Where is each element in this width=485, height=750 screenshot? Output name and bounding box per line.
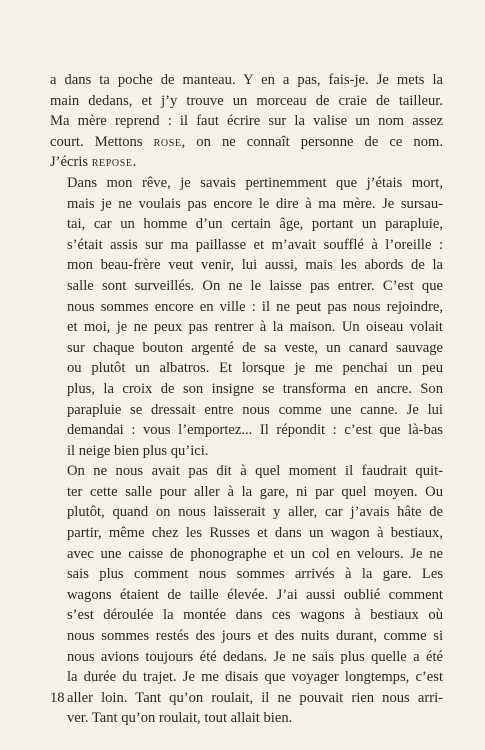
text-line: a dans ta poche de manteau. Y en a pas, fais-je. Je mets la (50, 72, 443, 88)
text-line: J’écris repose. (50, 154, 137, 171)
text-line: il neige bien plus qu’ici. (67, 442, 209, 459)
text-line: s’était assis sur ma paillasse et m’avait soufflé à l’oreille : (67, 236, 443, 253)
text-line: sur chaque bouton argenté de sa veste, un canard sauvage (67, 339, 443, 356)
text-line: nous avions toujours été dedans. Je ne sais plus quelle a été (67, 648, 443, 665)
text-line: nous sommes encore en ville : il ne peut pas nous rejoindre, (67, 298, 443, 315)
text-line: sais plus comment nous sommes arrivés à la gare. Les (67, 566, 443, 583)
text-line: ter cette salle pour aller à la gare, ni par quel moyen. Ou (67, 483, 443, 500)
body-text (50, 70, 443, 729)
paragraph (50, 70, 443, 173)
text-line: tai, car un homme d’un certain âge, portant un parapluie, (67, 216, 443, 233)
text-line: main dedans, et j’y trouve un morceau de craie de tailleur. (50, 92, 443, 109)
text-line: salle sont surveillés. On ne le laisse pas entrer. C’est que (67, 277, 443, 294)
text-line: avec une caisse de phonographe et un col en velours. Je ne (67, 545, 443, 562)
text-line: parapluie se dressait entre nous comme une canne. Je lui (67, 401, 443, 418)
page-number: 18 (50, 690, 65, 706)
text-line: ver. Tant qu’on roulait, tout allait bien. (67, 710, 293, 727)
text-line: plus, la croix de son insigne se transforma en ancre. Son (67, 380, 443, 397)
text-line: plutôt, quand on nous laisserait y aller, car j’avais hâte de (67, 504, 443, 521)
text-line: aller loin. Tant qu’on roulait, il ne pouvait rien nous arri- (67, 689, 443, 706)
text-line: On ne nous avait pas dit à quel moment il faudrait quit- (67, 463, 443, 480)
text-line: Dans mon rêve, je savais pertinemment que j’étais mort, (67, 174, 443, 191)
small-caps-word: repose (91, 154, 133, 171)
text-line: s’est déroulée la montée dans ces wagons à bestiaux où (67, 607, 443, 624)
text-line: court. Mettons rose, on ne connaît personne de ce nom. (50, 133, 443, 150)
text-line: demandai : vous l’emportez... Il répondit : c’est que là-bas (67, 422, 443, 439)
text-line: la durée du trajet. Je me disais que voyager longtemps, c’est (67, 669, 443, 686)
text-line: mon beau-frère veut venir, lui aussi, mais les abords de la (67, 257, 443, 274)
text-line: Ma mère reprend : il faut écrire sur la valise un nom assez (50, 113, 443, 130)
text-line: partir, même chez les Russes et dans un wagon à bestiaux, (67, 525, 443, 542)
text-line: ou plutôt un albatros. Et lorsque je me penchai un peu (67, 360, 443, 377)
text-line: mais je ne voulais pas encore le dire à ma mère. Je sursau- (67, 195, 443, 212)
text-line: wagons étaient de taille élevée. J’ai aussi oublié comment (67, 586, 443, 603)
paragraph (50, 461, 443, 729)
text-line: nous sommes restés des jours et des nuits durant, comme si (67, 628, 443, 645)
paragraph (50, 173, 443, 461)
small-caps-word: rose (153, 133, 182, 150)
text-line: et moi, je ne peux pas rentrer à la maison. Un oiseau volait (67, 319, 443, 336)
